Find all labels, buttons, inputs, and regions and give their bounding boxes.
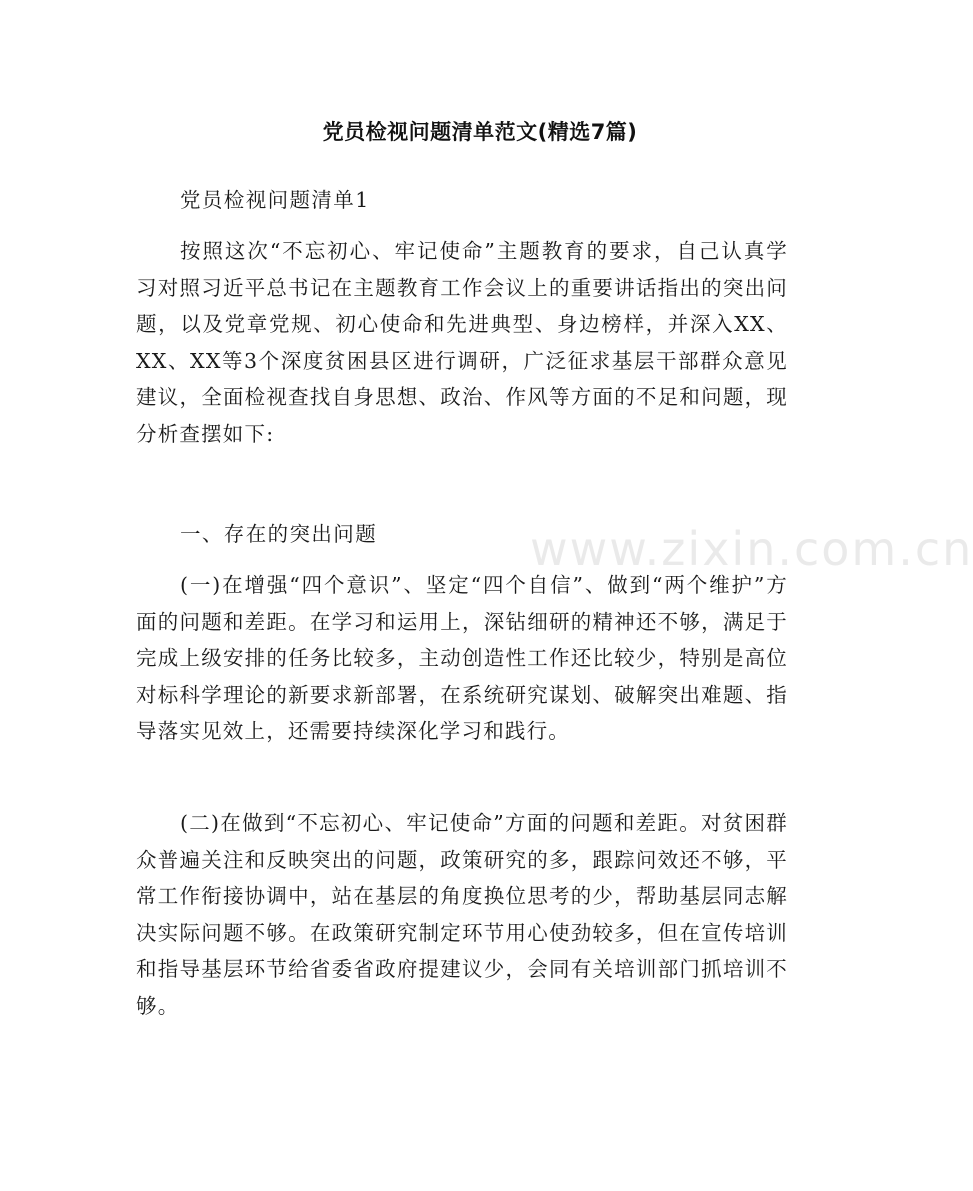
article-heading: 党员检视问题清单1	[180, 188, 370, 212]
intro-paragraph: 按照这次“不忘初心、牢记使命”主题教育的要求，自己认真学习对照习近平总书记在主题教育工作会议上的重要讲话指出的突出问题，以及党章党规、初心使命和先进典型、身边榜样，并深入XX、XX、XX等3个深度贫困县区进行调研，广泛征求基层干部群众意见建议，全面检视查找自身思想、政治、作风等方面的不足和问题，现分析查摆如下:	[136, 239, 788, 446]
issue-paragraph-1: (一)在增强“四个意识”、坚定“四个自信”、做到“两个维护”方面的问题和差距。在学习和运用上，深钻细研的精神还不够，满足于完成上级安排的任务比较多，主动创造性工作还比较少，特别是高位对标科学理论的新要求新部署，在系统研究谋划、破解突出难题、指导落实见效上，还需要持续深化学习和践行。	[136, 573, 788, 743]
document-title: 党员检视问题清单范文(精选7篇)	[322, 120, 638, 144]
issue-paragraph-2: (二)在做到“不忘初心、牢记使命”方面的问题和差距。对贫困群众普遍关注和反映突出的问题，政策研究的多，跟踪问效还不够，平常工作衔接协调中，站在基层的角度换位思考的少，帮助基层同志解决实际问题不够。在政策研究制定环节用心使劲较多，但在宣传培训和指导基层环节给省委省政府提建议少，会同有关培训部门抓培训不够。	[136, 811, 788, 1018]
watermark: www.zixin.com.cn	[530, 522, 973, 576]
section-heading: 一、存在的突出问题	[180, 522, 378, 546]
